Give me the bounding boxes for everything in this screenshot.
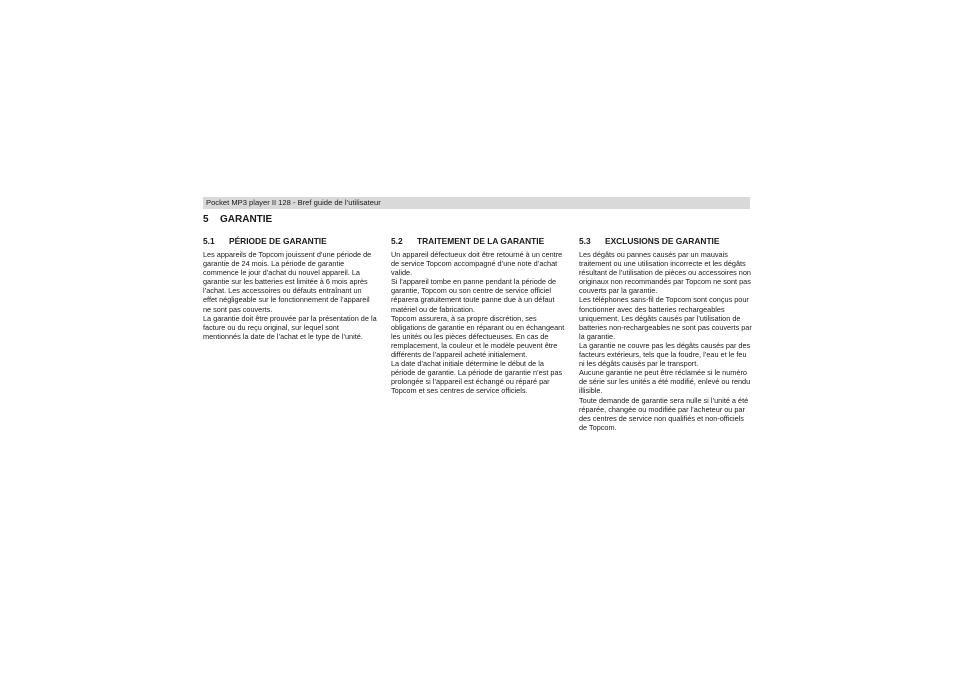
paragraph: Les appareils de Topcom jouissent d’une période de garantie de 24 mois. La période de garantie commence le jour d’achat du nouvel appareil. La garantie sur les batteries est limitée à 6 mois après l’achat. Les accessoires ou défauts entraînant un effet négligeable sur le fonctionnement de l’appareil ne sont pas couverts. [203, 250, 372, 314]
paragraph: Topcom assurera, à sa propre discrétion, ses obligations de garantie en réparant ou en échangeant les unités ou les pièces défectueuses. En cas de remplacement, la couleur et le modèle peuvent être différents de l’appareil acheté initialement. [391, 313, 565, 360]
subsection-title: EXCLUSIONS DE GARANTIE [605, 236, 720, 246]
running-header-text: Pocket MP3 player II 128 - Bref guide de l’utilisateur [206, 198, 381, 207]
subsection-title: TRAITEMENT DE LA GARANTIE [417, 236, 545, 246]
subsection-title: PÉRIODE DE GARANTIE [229, 236, 327, 246]
paragraph: Si l’appareil tombe en panne pendant la période de garantie, Topcom ou son centre de service officiel réparera gratuitement toute panne due à un défaut matériel ou de fabrication. [391, 277, 557, 314]
running-header [203, 197, 750, 209]
column-periode-de-garantie [203, 236, 377, 341]
paragraph: Toute demande de garantie sera nulle si l’unité a été réparée, changée ou modifiée par l’acheteur ou par des centres de service non qualifiés et non-officiels de Topcom. [579, 395, 749, 432]
paragraph: Les téléphones sans-fil de Topcom sont conçus pour fonctionner avec des batteries rechargeables uniquement. Les dégâts causés par l’utilisation de batteries non-rechargeables ne sont pas couverts par la garantie. [579, 295, 752, 341]
section-title: GARANTIE [220, 214, 273, 225]
subsection-heading [203, 236, 377, 250]
paragraph: La garantie doit être prouvée par la présentation de la facture ou du reçu original, sur lequel sont mentionnés la date de l’achat et le type de l’unité. [203, 313, 377, 341]
section-number: 5 [203, 214, 209, 225]
column-exclusions-de-garantie [579, 236, 753, 432]
subsection-heading [579, 236, 753, 250]
section-heading [203, 214, 272, 225]
subsection-number: 5.3 [579, 236, 591, 246]
paragraph: Les dégâts ou pannes causés par un mauvais traitement ou une utilisation incorrecte et les dégâts résultant de l’utilisation de pièces ou accessoires non originaux non recommandés par Topcom ne sont pas couverts par la garantie. [579, 250, 751, 296]
paragraph: La date d’achat initiale détermine le début de la période de garantie. La période de garantie n’est pas prolongée si l’appareil est échangé ou réparé par Topcom et ses centres de service officiels. [391, 359, 563, 396]
column-traitement-de-la-garantie [391, 236, 565, 396]
paragraph: Aucune garantie ne peut être réclamée si le numéro de série sur les unités a été modifié, enlevé ou rendu illisible. [579, 368, 751, 396]
subsection-heading [391, 236, 565, 250]
subsection-number: 5.1 [203, 236, 215, 246]
paragraph: La garantie ne couvre pas les dégâts causés par des facteurs extérieurs, tels que la foudre, l’eau et le feu ni les dégâts causés par le transport. [579, 340, 751, 369]
paragraph: Un appareil défectueux doit être retourné à un centre de service Topcom accompagné d’une note d’achat valide. [391, 250, 563, 278]
subsection-number: 5.2 [391, 236, 403, 246]
